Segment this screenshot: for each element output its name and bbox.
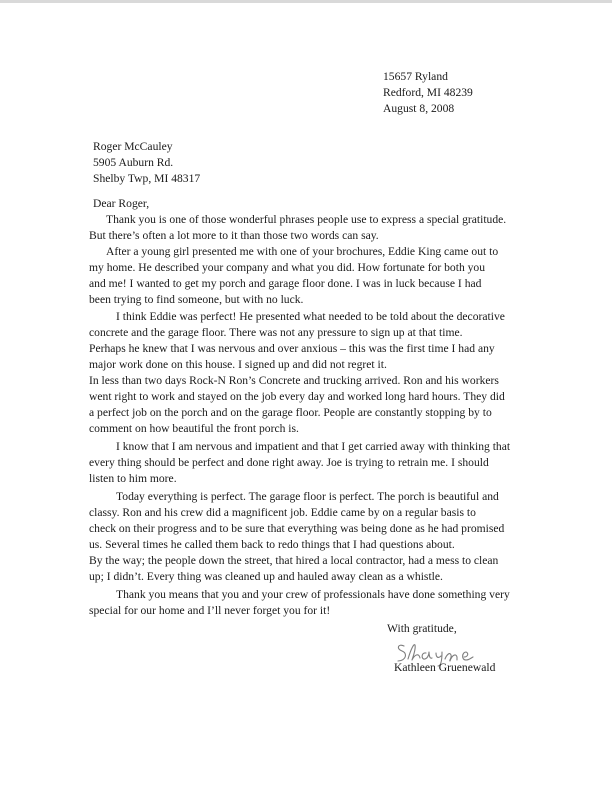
- body-line: comment on how beautiful the front porch is.: [89, 422, 299, 435]
- body-line: Perhaps he knew that I was nervous and over anxious – this was the first time I had any: [89, 342, 495, 355]
- body-line: Thank you is one of those wonderful phrases people use to express a special gratitude.: [106, 213, 507, 226]
- body-line: a perfect job on the porch and on the garage floor. People are constantly stopping by to: [89, 406, 492, 419]
- body-line: Today everything is perfect. The garage floor is perfect. The porch is beautiful and: [116, 490, 499, 503]
- body-line: every thing should be perfect and done right away. Joe is trying to retrain me. I should: [89, 456, 489, 469]
- body-line: By the way; the people down the street, that hired a local contractor, had a mess to clean: [89, 554, 499, 567]
- body-line: my home. He described your company and what you did. How fortunate for both you: [89, 261, 486, 274]
- body-line: and me! I wanted to get my porch and garage floor done. I was in luck because I had: [89, 277, 482, 290]
- body-line: listen to him more.: [89, 472, 177, 485]
- body-line: concrete and the garage floor. There was not any pressure to sign up at that time.: [89, 326, 463, 339]
- body-line: In less than two days Rock-N Ron’s Concrete and trucking arrived. Ron and his workers: [89, 374, 499, 387]
- body-line: special for our home and I’ll never forget you for it!: [89, 604, 331, 617]
- scan-edge: [0, 0, 612, 3]
- body-line: I know that I am nervous and impatient and that I get carried away with thinking that: [116, 440, 511, 453]
- closing: With gratitude,: [387, 622, 457, 635]
- body-line: been trying to find someone, but with no luck.: [89, 293, 304, 306]
- recipient-name: Roger McCauley: [93, 140, 173, 153]
- sender-street: 15657 Ryland: [383, 70, 448, 83]
- sender-city: Redford, MI 48239: [383, 86, 473, 99]
- body-line: went right to work and stayed on the job every day and worked long hard hours. They did: [89, 390, 505, 403]
- recipient-city: Shelby Twp, MI 48317: [93, 172, 201, 185]
- body-line: classy. Ron and his crew did a magnificent job. Eddie came by on a regular basis to: [89, 506, 476, 519]
- body-line: major work done on this house. I signed up and did not regret it.: [89, 358, 387, 371]
- body-line: But there’s often a lot more to it than those two words can say.: [89, 229, 379, 242]
- body-line: After a young girl presented me with one of your brochures, Eddie King came out to: [106, 245, 499, 258]
- body-line: I think Eddie was perfect! He presented what needed to be told about the decorative: [116, 310, 505, 323]
- letter-date: August 8, 2008: [383, 102, 455, 115]
- body-line: up; I didn’t. Every thing was cleaned up and hauled away clean as a whistle.: [89, 570, 443, 583]
- recipient-street: 5905 Auburn Rd.: [93, 156, 174, 169]
- salutation: Dear Roger,: [93, 197, 150, 210]
- signer-name: Kathleen Gruenewald: [394, 661, 496, 674]
- body-line: check on their progress and to be sure that everything was being done as he had promised: [89, 522, 505, 535]
- body-line: us. Several times he called them back to redo things that I had questions about.: [89, 538, 455, 551]
- body-line: Thank you means that you and your crew of professionals have done something very: [116, 588, 510, 601]
